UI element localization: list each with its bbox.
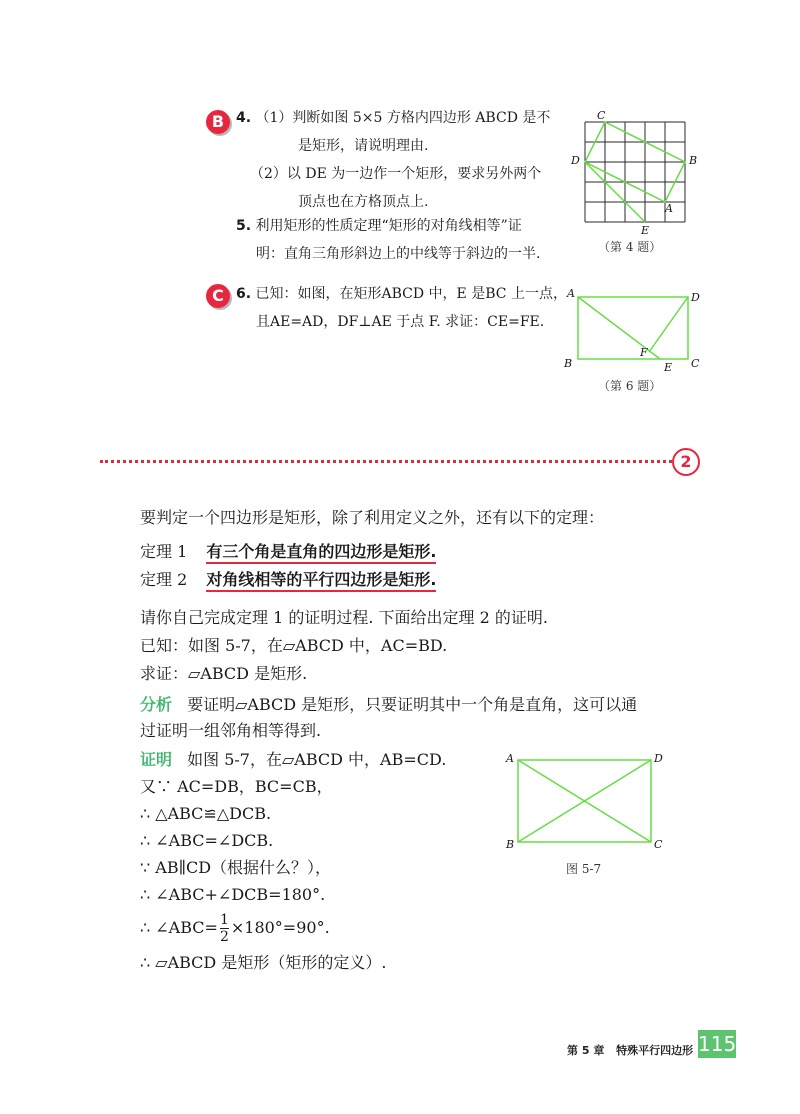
footer-chapter — [567, 1042, 693, 1058]
fig4-label-e: E — [641, 224, 650, 237]
theorem-1 — [140, 542, 436, 562]
proof-step-6-prefix: ∴ ∠ABC= — [140, 918, 218, 937]
proof-step-1: 又∵ AC=DB，BC=CB， — [140, 777, 333, 796]
theorem-1-text: 有三个角是直角的四边形是矩形. — [206, 542, 436, 564]
proof-self-line: 请你自己完成定理 1 的证明过程. 下面给出定理 2 的证明. — [140, 608, 548, 627]
theorem-2 — [140, 570, 436, 590]
section-number: 2 — [672, 448, 700, 476]
fraction-one-half — [220, 912, 229, 945]
ex6-line1: 已知：如图，在矩形ABCD 中，E 是BC 上一点， — [255, 286, 567, 302]
prove-line: 求证：▱ABCD 是矩形. — [140, 664, 308, 683]
footer-chapter-number: 第 5 章 — [567, 1044, 605, 1057]
analysis-paragraph — [140, 692, 710, 744]
fig57-label-c: C — [654, 838, 663, 851]
proof-step-4: ∵ AB∥CD（根据什么？）， — [140, 858, 332, 877]
analysis-label: 分析 — [140, 695, 173, 714]
exercise-5 — [236, 212, 576, 268]
figure-4-grid — [565, 108, 705, 238]
fig57-label-b: B — [506, 838, 515, 851]
fig6-label-d: D — [691, 291, 700, 304]
ex4-part1-line1: （1）判断如图 5×5 方格内四边形 ABCD 是不 — [255, 110, 551, 126]
analysis-line2: 过证明一组邻角相等得到. — [140, 721, 322, 740]
fraction-numerator: 1 — [219, 912, 229, 928]
fig4-label-d: D — [571, 154, 580, 167]
proof-step-2: ∴ △ABC≌△DCB. — [140, 804, 272, 823]
section-divider — [100, 460, 672, 463]
exercise-6-number: 6. — [236, 286, 252, 302]
proof-step-5: ∴ ∠ABC+∠DCB=180°. — [140, 885, 326, 904]
fig6-label-c: C — [691, 357, 700, 370]
proof-step-7: ∴ ▱ABCD 是矩形（矩形的定义）. — [140, 953, 387, 972]
level-c-badge: C — [206, 284, 230, 308]
ex5-line2: 明：直角三角形斜边上的中线等于斜边的一半. — [256, 246, 541, 262]
fraction-denominator: 2 — [219, 929, 229, 945]
ex5-line1: 利用矩形的性质定理“矩形的对角线相等”证 — [255, 218, 522, 234]
exercise-4-number: 4. — [236, 110, 252, 126]
proof-step-6-suffix: ×180°=90°. — [230, 918, 330, 937]
proof-label: 证明 — [140, 750, 173, 769]
fig6-label-b: B — [564, 357, 573, 370]
intro-text: 要判定一个四边形是矩形，除了利用定义之外，还有以下的定理： — [140, 508, 605, 527]
ex4-part2-line1: （2）以 DE 为一边作一个矩形，要求另外两个 — [250, 166, 542, 182]
proof-first-line: 如图 5-7，在▱ABCD 中，AB=CD. — [187, 750, 447, 769]
fig4-label-a: A — [665, 202, 673, 215]
ex6-line2: 且AE=AD，DF⊥AE 于点 F. 求证：CE=FE. — [256, 314, 545, 330]
ex4-part2-line2: 顶点也在方格顶点上. — [298, 194, 429, 210]
fig4-label-c: C — [597, 109, 606, 122]
fig6-label-e: E — [664, 361, 673, 374]
fig6-label-a: A — [567, 287, 575, 300]
proof-step-3: ∴ ∠ABC=∠DCB. — [140, 831, 274, 850]
figure-5-7-rectangle — [500, 748, 670, 854]
figure-6-caption: （第 6 题） — [598, 379, 662, 393]
figure-4-caption: （第 4 题） — [598, 240, 662, 254]
exercise-5-number: 5. — [236, 218, 252, 234]
level-b-badge: B — [206, 110, 230, 134]
proof-block — [140, 746, 446, 976]
ex4-part1-line2: 是矩形，请说明理由. — [298, 138, 429, 154]
exercise-6 — [236, 280, 576, 336]
exercise-4 — [236, 104, 576, 216]
theorem-2-text: 对角线相等的平行四边形是矩形. — [206, 570, 436, 592]
fig57-label-a: A — [506, 752, 514, 765]
footer-chapter-title: 特殊平行四边形 — [616, 1044, 694, 1057]
figure-6-rectangle — [562, 285, 707, 377]
page-number: 115 — [698, 1032, 737, 1056]
theorem-1-label: 定理 1 — [140, 542, 188, 561]
given-line: 已知：如图 5-7，在▱ABCD 中，AC=BD. — [140, 636, 448, 655]
proof-step-6 — [140, 912, 446, 945]
analysis-line1: 要证明▱ABCD 是矩形，只要证明其中一个角是直角，这可以通 — [187, 695, 638, 714]
fig4-label-b: B — [689, 154, 698, 167]
fig6-label-f: F — [640, 346, 648, 359]
theorem-2-label: 定理 2 — [140, 570, 188, 589]
figure-5-7-caption: 图 5-7 — [566, 862, 602, 876]
fig57-label-d: D — [654, 752, 663, 765]
